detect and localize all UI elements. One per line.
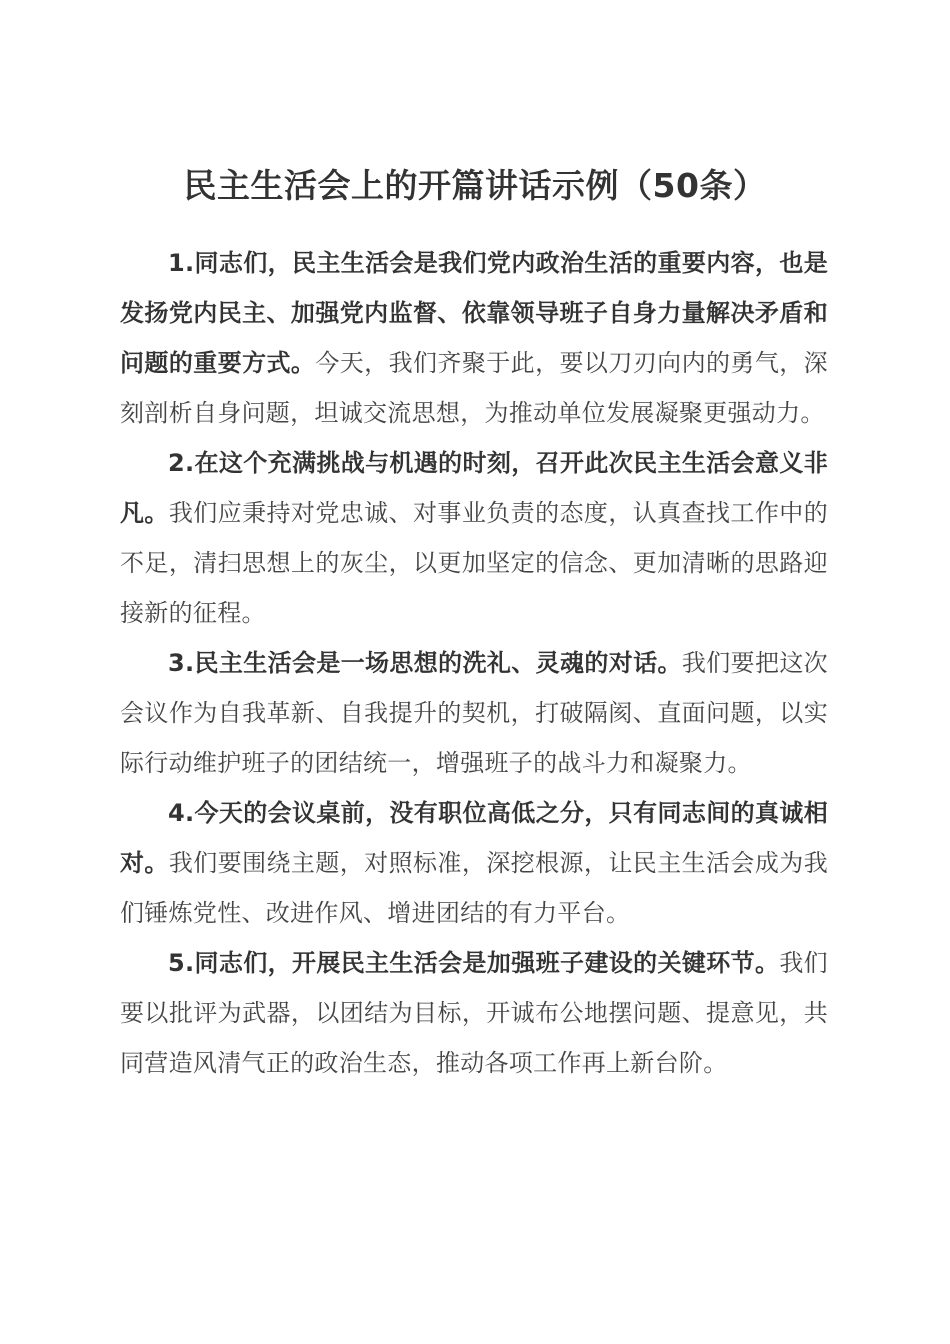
paragraph-lead: 5.同志们，开展民主生活会是加强班子建设的关键环节。	[168, 949, 780, 977]
paragraph-2	[120, 438, 828, 638]
paragraph-lead: 1.同志们，民主生活会是我们党内政治生活的重要内容，也是发扬党内民主、加强党内监督、依靠领导班子自身力量解决矛盾和问题的重要方式。	[120, 249, 828, 377]
paragraph-4	[120, 788, 828, 938]
document-title: 民主生活会上的开篇讲话示例（50条）	[183, 166, 767, 205]
paragraph-text: 我们要把这次会议作为自我革新、自我提升的契机，打破隔阂、直面问题，以实际行动维护班子的团结统一，增强班子的战斗力和凝聚力。	[120, 649, 828, 777]
paragraph-text: 我们应秉持对党忠诚、对事业负责的态度，认真查找工作中的不足，清扫思想上的灰尘，以更加坚定的信念、更加清晰的思路迎接新的征程。	[120, 499, 828, 627]
paragraph-5	[120, 938, 828, 1088]
paragraph-text: 今天，我们齐聚于此，要以刀刃向内的勇气，深刻剖析自身问题，坦诚交流思想，为推动单位发展凝聚更强动力。	[120, 349, 828, 427]
document-body	[120, 238, 828, 1088]
paragraph-1	[120, 238, 828, 438]
paragraph-text: 我们要围绕主题，对照标准，深挖根源，让民主生活会成为我们锤炼党性、改进作风、增进团结的有力平台。	[120, 849, 828, 927]
paragraph-lead: 4.今天的会议桌前，没有职位高低之分，只有同志间的真诚相对。	[120, 799, 828, 877]
paragraph-3	[120, 638, 828, 788]
paragraph-text: 我们要以批评为武器，以团结为目标，开诚布公地摆问题、提意见，共同营造风清气正的政治生态，推动各项工作再上新台阶。	[120, 949, 828, 1077]
paragraph-lead: 2.在这个充满挑战与机遇的时刻，召开此次民主生活会意义非凡。	[120, 449, 828, 527]
paragraph-lead: 3.民主生活会是一场思想的洗礼、灵魂的对话。	[168, 649, 682, 677]
